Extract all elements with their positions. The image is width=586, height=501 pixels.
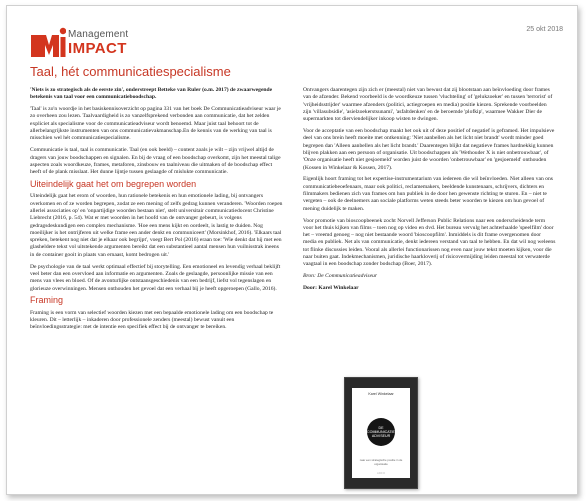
section-heading: Uiteindelijk gaat het om begrepen worden: [30, 179, 197, 190]
publication-date: 25 okt 2018: [526, 26, 563, 33]
paragraph: Eigenlijk hoort framing tot het expertise-instrumentarium van iedereen die wil beïnvloeden. Niet alleen van ons communicatiebeoefenaars, maar ook politici, reclamemakers, beeldende kunstenaars, schrijvers, dichters en filmmakers bedienen zich van frames om hun publiek in de door hen gewenste richting te sturen. En – niet te vergeten – ook de deelnemers aan sociale platforms weten steeds beter woorden te kiezen om hun gevoel of mening duidelijk te maken.: [303, 176, 553, 212]
book-title-line: COMMUNICATIE: [367, 430, 395, 435]
book-subtitle: naar een strategische positie in de organisatie: [359, 458, 403, 466]
book-title: [367, 426, 395, 439]
paragraph: Voor promotie van bioscoopbeenek zocht Norvell Jefferson Public Relations naar een onderscheidende term voor het thuis kijken van films – toen nog op video en dvd. Het bureau vervulg het achterhaalde 'speelfilm' door het – vreemd genoeg – nog niet bestaande woord 'bioscoopfilm'. Inmiddels is dit frame overgenomen door media en publiek. Net als van communicatie, denkt iedereen verstand van taal te hebben. En dat wil nog weleens tot flinke discussies leiden. Vooral als allerlei functionarissen nog even naar jouw tekst moeten kijken, voor die naar buiten gaat. Indekmechanismen, juridische haarkloverij of risicovermijding leiden meestal tot verwaterde vaagtaal in een boodschap zonder bodschap (Boer, 2017).: [303, 217, 556, 268]
book-publisher: ADFO: [376, 471, 386, 475]
management-impact-logo[interactable]: [30, 25, 210, 61]
article-column-left: [30, 87, 283, 336]
paragraph: Framing is een vorm van selectief woorden kiezen met een bepaalde emotionele lading om een boodschap te kleuren. Dit – letterlijk – inkaderen door professionele zenders (meestal) bewust vanuit een beïnvloedingsstrategie: met de intentie een specifiek effect bij de ontvanger te bereiken.: [30, 309, 274, 331]
book-title-line: DE: [378, 426, 384, 430]
article-author: Door: Karel Winkelaar: [303, 285, 359, 292]
article-column-right: [303, 87, 556, 297]
logo-wordmark-top: Management: [68, 29, 129, 40]
paragraph: Uiteindelijk gaat het erom of woorden, hun rationele betekenis en hun emotionele lading, bij ontvangers overkomen en of ze worden begrepen, zodat ze een mening of zelfs gedrag kunnen veranderen. 'Woorden roepen allerlei associaties op' en 'onpartijdige woorden bestaan niet', stelt universitair communicatiedocent Christine Liebrecht (2016, p. 54). Wat er met woorden in het hoofd van de ontvanger gebeurt, is volgens gedragsdeskundigen een complex mechanisme. 'Hoe een mens kijkt en oordeelt, is lastig te duiden. Nog moeilijker is het ontrijferen uit welke frame een ander denkt en communiceert' (Morsinkhof, 2016). 'Elkaars taal spreken, betekent nog niet dat je elkaar ook begrijpt', voegt Bert Pol (2016) eraan toe: 'Wie denkt dat hij met een glasheldere tekst vol uitstekende argumenten bereikt dat een substantieel aantal mensen hun vuilnisstrak ineens in de container gooit in plaats van ernaast, komt bedrogen uit.': [30, 193, 283, 258]
book-author: Karel Winkelaar: [368, 392, 394, 396]
article-source: Bron: De Communicatieadviseur: [303, 273, 378, 280]
paragraph: Voor de acceptatie van een boodschap maakt het ook uit of deze positief of negatief is geframed. Het impulsieve deel van ons brein heeft moeite met ontkenning: 'Niet aanbellen als het licht niet brandt' wordt minder goed begrepen dan 'Alleen aanbellen als het licht brandt.' Daarentegen blijkt dat negatieve frames hardnekkig kunnen blijven plakken aan een persoon of organisatie. Uit boodschappen als 'Wethouder X is niet onbetrouwbaar', of 'Onze organisatie heeft niet gesjoemeld' worden juist de woorden 'onbetrouwbaar' en 'gesjoemeld' onthouden (Kossen in Winkelaar & Kossen, 2017).: [303, 128, 555, 171]
book-title-line: ADVISEUR: [371, 434, 391, 439]
paragraph: 'Taal' is zo'n woordje in het basiskennisoverzicht op pagina 331 van het boek De Communicatieadviseur waar je zo overheen zou lezen. Taalvaardigheid is zo vanzelfsprekend verbonden aan communicatie, dat het zelden expliciet als specialisme voor de communicatieadviseur wordt benoemd. Maar juist taal behoort tot de allerbelangrijkste instrumenten van ons communicatievakmanschap.En de kennis van de werking van taal is misschien wel hét communicatiespecialisme.: [30, 106, 281, 142]
article-title: Taal, hét communicatiespecialisme: [30, 64, 231, 79]
article-lead: 'Niets is zo strategisch als de eerste zin', onderstreept Betteke van Ruler (o.m. 2017) de zwaarwegende betekenis van taal voor een communicatieboodschap.: [30, 87, 273, 101]
book-cover-page: [352, 388, 410, 478]
article-card: [6, 5, 578, 495]
paragraph: Ontvangers daarentegen zijn zich er (meestal) niet van bewust dat zij blootstaan aan beïnvloeding door frames van de afzender. Bekend voorbeeld is de woordkeuze tussen 'vluchteling' of 'gelukzoeker' en tussen 'terrorist' of 'vrijheidsstrijder' waarmee afzenders (politici, actiegroepen en media) positie kiezen. Sprekende voorbeelden zijn 'villasubsidie', 'asielzoekerstsunami', 'asfaltdenken' en de beroemde 'plofkip', waarmee Wakker Dier de supermarkten tot dierviendelijker inkoop wisten te dwingen.: [303, 87, 553, 123]
book-cover[interactable]: [344, 377, 418, 489]
section-heading: Framing: [30, 295, 64, 306]
book-title-badge: [367, 418, 395, 446]
paragraph: Communicatie is taal, taal is communicatie. Taal (en ook beeld) – content zoals je wilt – zijn vrijwel altijd de dragers van jouw boodschappen en signalen. En bij de vraag of een boodschap overkomt, zijn het meestal talige aspecten zoals woordkeuze, frames, metaforen, zinsbouw en taalniveau die uitmaken of de boodschap effect heeft of de plank misslaat. Het dunne lijntje tussen geslaagde of mislukte communicatie.: [30, 147, 281, 176]
paragraph: De psychologie van de taal werkt optimaal effectief bij storytelling. Een emotioneel en levendig verhaal beklijft veel beter dan een overvloed aan informatie en argumenten. Zoals de geslaagde, persoonlijke missie van een mens van vlees en bloed. Of de avonturlijke ontstaansgeschiedenis van een bedrijf, liefst vol tegenslagen en glorieuze overwinningen. Mensen onthouden het gevoel dat een verhaal bij je heeft opgeroepen (Gallo, 2016).: [30, 263, 281, 292]
mi-logo-icon: [30, 25, 66, 59]
logo-wordmark-bottom: IMPACT: [68, 40, 127, 57]
